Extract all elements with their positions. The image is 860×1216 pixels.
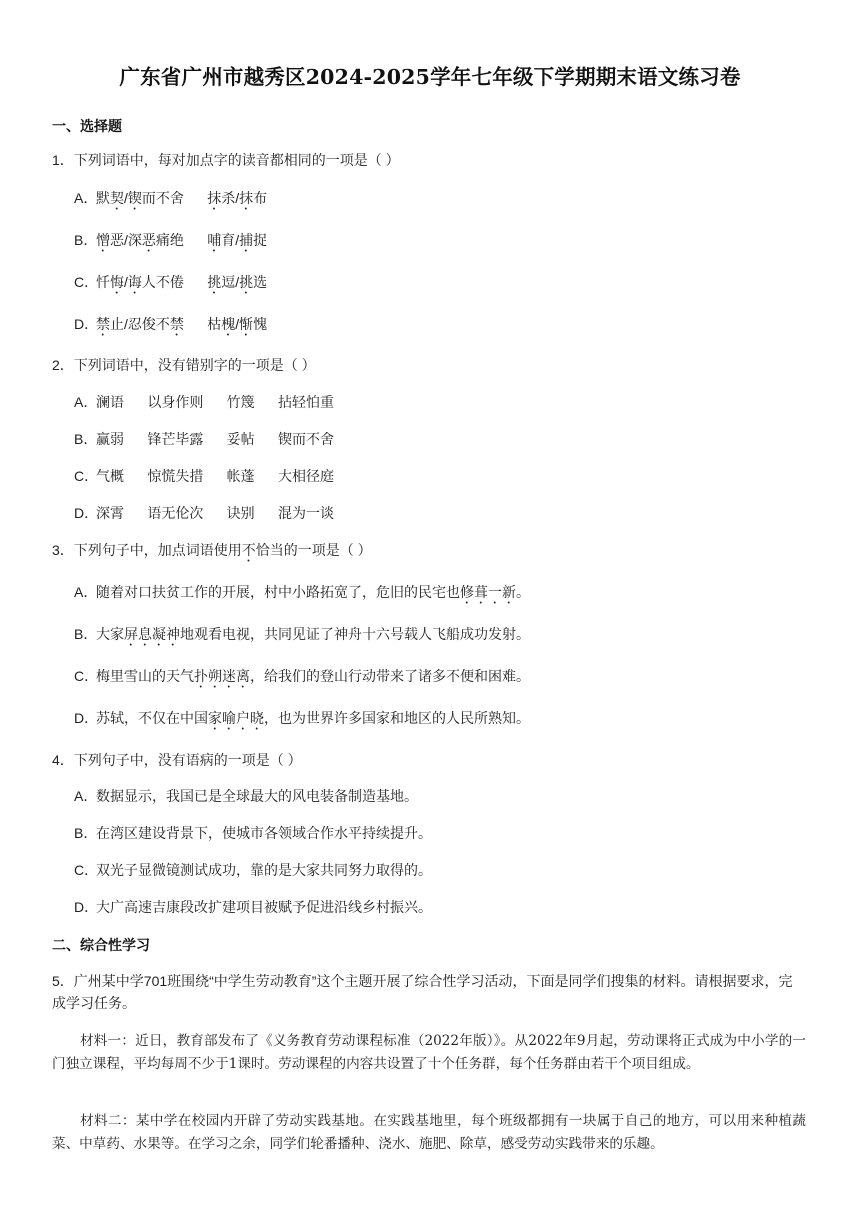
option-text: 梅里雪山的天气 bbox=[96, 668, 194, 684]
option-text: 在湾区建设背景下，使城市各领域合作水平持续提升。 bbox=[96, 825, 432, 841]
option-label: B． bbox=[74, 825, 98, 841]
dotted-char: 禁 bbox=[169, 316, 184, 332]
option-text: / bbox=[124, 190, 128, 206]
question-2-option-a[interactable] bbox=[74, 392, 334, 412]
dotted-char: 抹 bbox=[239, 190, 254, 206]
option-text: 人不倦 bbox=[141, 274, 208, 290]
stem-text: 恰当的一项是（ ） bbox=[255, 542, 372, 558]
material-one: 材料一：近日，教育部发布了《义务教育劳动课程标准（2022年版）》。从2022年9月起，劳动课将正式成为中小学的一门独立课程，平均每周不少于1课时。劳动课程的内容共设置了十个任务群，每个任务群由若干个项目组成。 bbox=[52, 1033, 806, 1072]
option-label: D． bbox=[74, 316, 99, 332]
dotted-char: 哺 bbox=[207, 232, 222, 248]
question-3-stem bbox=[52, 540, 372, 565]
option-text: 而不舍 bbox=[141, 190, 208, 206]
option-text: 育/ bbox=[221, 232, 240, 248]
option-label: A． bbox=[74, 584, 98, 600]
option-text: 枯 bbox=[183, 316, 222, 332]
question-4-option-b[interactable] bbox=[74, 823, 432, 843]
dotted-char: 锲 bbox=[127, 190, 142, 206]
dotted-char: 惭 bbox=[239, 316, 254, 332]
dotted-char: 不 bbox=[241, 542, 256, 558]
option-label: B． bbox=[74, 232, 98, 248]
option-text: 深霄 语无伦次 诀别 混为一谈 bbox=[96, 505, 335, 521]
question-2-option-d[interactable] bbox=[74, 503, 334, 523]
option-text: 恶/深 bbox=[110, 232, 142, 248]
option-text: 捉 bbox=[253, 232, 268, 248]
section-heading-comprehensive: 二、综合性学习 bbox=[52, 937, 150, 953]
option-text: 止/忍俊不 bbox=[110, 316, 170, 332]
option-text: 布 bbox=[253, 190, 268, 206]
question-3-option-a[interactable] bbox=[74, 582, 530, 607]
option-text: 大家 bbox=[96, 626, 124, 642]
option-label: D． bbox=[74, 505, 99, 521]
dotted-phrase: 屏息凝神 bbox=[124, 626, 180, 642]
question-1-option-c[interactable] bbox=[74, 272, 267, 297]
section-heading-choice: 一、选择题 bbox=[52, 118, 122, 134]
option-label: A． bbox=[74, 190, 98, 206]
option-text: ，也为世界许多国家和地区的人民所熟知。 bbox=[264, 710, 530, 726]
question-1-option-b[interactable] bbox=[74, 230, 267, 255]
option-label: A． bbox=[74, 394, 98, 410]
question-4-option-c[interactable] bbox=[74, 860, 432, 880]
question-5-stem: 5．广州某中学701班围绕“中学生劳动教育”这个主题开展了综合性学习活动，下面是同学们搜集的材料。请根据要求，完成学习任务。 bbox=[52, 973, 793, 1011]
question-1-option-d[interactable] bbox=[74, 314, 267, 339]
option-text: 双光子显微镜测试成功，靠的是大家共同努力取得的。 bbox=[96, 862, 432, 878]
question-3-option-c[interactable] bbox=[74, 666, 530, 691]
dotted-char: 槐 bbox=[221, 316, 236, 332]
dotted-char: 诲 bbox=[127, 274, 142, 290]
option-text: / bbox=[235, 316, 240, 332]
option-text: 数据显示，我国已是全球最大的风电装备制造基地。 bbox=[96, 788, 418, 804]
question-2-option-b[interactable] bbox=[74, 429, 334, 449]
option-text: 地观看电视，共同见证了神舟十六号载人飞船成功发射。 bbox=[180, 626, 530, 642]
option-text: ，给我们的登山行动带来了诸多不便和困难。 bbox=[250, 668, 530, 684]
question-1-stem: 1．下列词语中，每对加点字的读音都相同的一项是（ ） bbox=[52, 152, 400, 168]
question-3-option-b[interactable] bbox=[74, 624, 530, 649]
option-text: 痛绝 bbox=[155, 232, 208, 248]
option-text: 杀/ bbox=[221, 190, 240, 206]
option-label: C． bbox=[74, 274, 99, 290]
dotted-char: 捕 bbox=[239, 232, 254, 248]
question-1-option-a[interactable] bbox=[74, 188, 267, 213]
option-text: 赢弱 锋芒毕露 妥帖 锲而不舍 bbox=[96, 431, 335, 447]
option-text: 苏轼，不仅在中国 bbox=[96, 710, 208, 726]
stem-text: 3．下列句子中，加点词语使用 bbox=[52, 542, 242, 558]
dotted-phrase: 修葺一新 bbox=[460, 584, 516, 600]
dotted-char: 恶 bbox=[141, 232, 156, 248]
option-label: D． bbox=[74, 899, 99, 915]
option-text: 忏 bbox=[96, 274, 110, 290]
option-text: 大广高速吉康段改扩建项目被赋予促进沿线乡村振兴。 bbox=[96, 899, 432, 915]
dotted-phrase: 家喻户晓 bbox=[208, 710, 264, 726]
dotted-char: 禁 bbox=[96, 316, 110, 332]
option-text: 气概 惊慌失措 帐蓬 大相径庭 bbox=[96, 468, 335, 484]
question-2-stem: 2．下列词语中，没有错别字的一项是（ ） bbox=[52, 357, 316, 373]
dotted-char: 挑 bbox=[239, 274, 254, 290]
option-label: A． bbox=[74, 788, 98, 804]
dotted-char: 挑 bbox=[207, 274, 222, 290]
option-text: 默 bbox=[96, 190, 110, 206]
option-text: / bbox=[124, 274, 128, 290]
option-label: C． bbox=[74, 862, 99, 878]
option-label: B． bbox=[74, 626, 98, 642]
question-4-option-d[interactable] bbox=[74, 897, 432, 917]
question-2-option-c[interactable] bbox=[74, 466, 334, 486]
option-text: 逗/ bbox=[221, 274, 240, 290]
option-label: D． bbox=[74, 710, 99, 726]
option-text: 随着对口扶贫工作的开展，村中小路拓宽了，危旧的民宅也 bbox=[96, 584, 460, 600]
dotted-phrase: 扑朔迷离 bbox=[194, 668, 250, 684]
question-4-option-a[interactable] bbox=[74, 786, 418, 806]
dotted-char: 契 bbox=[110, 190, 124, 206]
dotted-char: 悔 bbox=[110, 274, 124, 290]
option-text: 澜语 以身作则 竹篾 拈轻怕重 bbox=[96, 394, 335, 410]
option-text: 选 bbox=[253, 274, 268, 290]
dotted-char: 憎 bbox=[96, 232, 110, 248]
option-label: C． bbox=[74, 668, 99, 684]
question-3-option-d[interactable] bbox=[74, 708, 530, 733]
option-label: C． bbox=[74, 468, 99, 484]
page-title: 广东省广州市越秀区2024-2025学年七年级下学期期末语文练习卷 bbox=[119, 65, 741, 89]
question-4-stem: 4．下列句子中，没有语病的一项是（ ） bbox=[52, 752, 302, 768]
material-two: 材料二：某中学在校园内开辟了劳动实践基地。在实践基地里，每个班级都拥有一块属于自己的地方，可以用来种植蔬菜、中草药、水果等。在学习之余，同学们轮番播种、浇水、施肥、除草，感受劳动实践带来的乐趣。 bbox=[52, 1113, 806, 1152]
dotted-char: 抹 bbox=[207, 190, 222, 206]
option-label: B． bbox=[74, 431, 98, 447]
option-text: 。 bbox=[516, 584, 530, 600]
option-text: 愧 bbox=[253, 316, 268, 332]
